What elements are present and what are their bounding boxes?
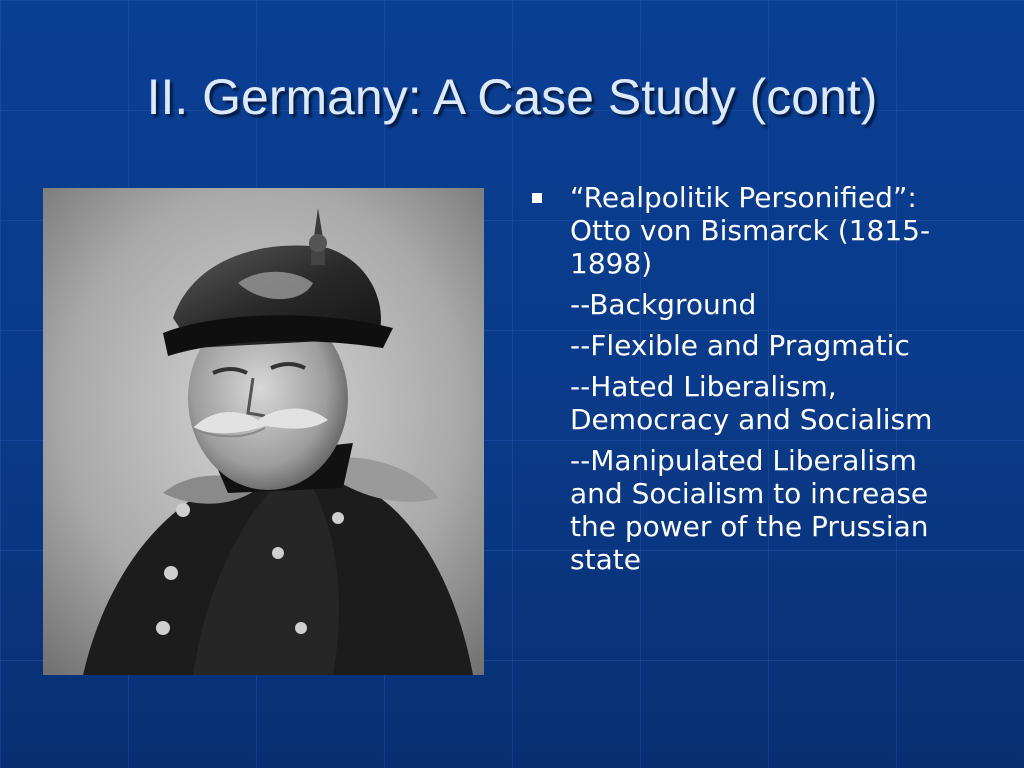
bismarck-portrait-image (43, 188, 484, 675)
sub-item-background: --Background (570, 288, 757, 321)
bullet-square-icon (532, 193, 542, 203)
bullet-item-bismarck: “Realpolitik Personified”: Otto von Bismarck (1815-1898) (570, 181, 931, 280)
sub-item-manipulated-liberalism: --Manipulated Liberalism and Socialism to increase the power of the Prussian state (570, 444, 929, 576)
slide-title: II. Germany: A Case Study (cont) (146, 69, 878, 125)
bullet-list (530, 181, 970, 576)
sub-item-hated-liberalism: --Hated Liberalism, Democracy and Socialism (570, 370, 933, 436)
sub-item-flexible-pragmatic: --Flexible and Pragmatic (570, 329, 910, 362)
